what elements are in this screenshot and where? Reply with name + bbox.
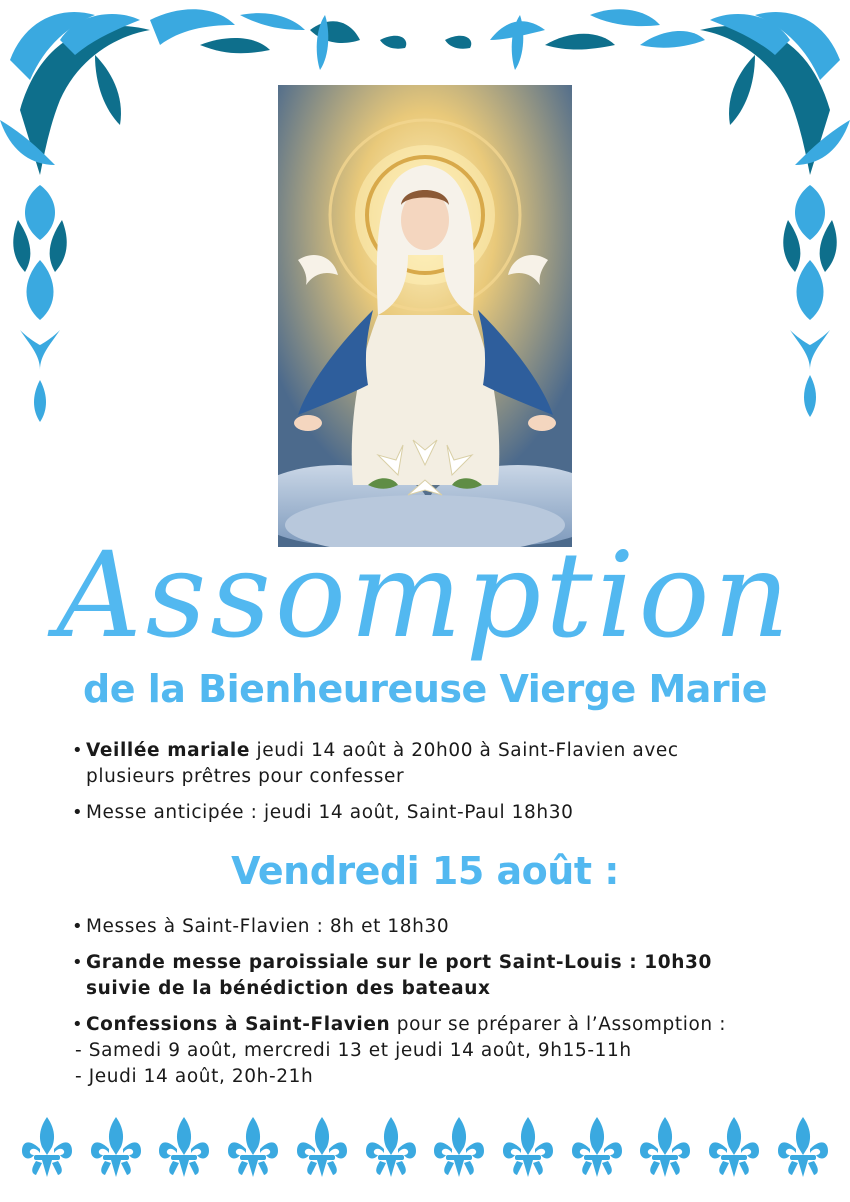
fleur-de-lis-icon xyxy=(364,1115,418,1179)
list-item xyxy=(72,914,792,940)
confession-date: - Jeudi 14 août, 20h-21h xyxy=(75,1066,314,1087)
subtitle: de la Bienheureuse Vierge Marie xyxy=(83,667,767,711)
section-heading-friday: Vendredi 15 août : xyxy=(231,849,619,893)
fleur-de-lis-icon xyxy=(570,1115,624,1179)
item-bold-label: Veillée mariale xyxy=(86,740,251,761)
fleur-de-lis-border xyxy=(20,1115,830,1185)
fleur-de-lis-icon xyxy=(776,1115,830,1179)
list-item xyxy=(72,738,792,790)
vigil-schedule-list xyxy=(72,738,792,836)
fleur-de-lis-icon xyxy=(707,1115,761,1179)
item-bold-label: Grande messe paroissiale sur le port Saint-Louis : 10h30 xyxy=(86,952,712,973)
fleur-de-lis-icon xyxy=(20,1115,74,1179)
bullet: • xyxy=(72,1014,84,1035)
list-item xyxy=(72,1012,792,1038)
item-text: Messes à Saint-Flavien : 8h et 18h30 xyxy=(86,916,450,937)
virgin-mary-image xyxy=(278,85,572,547)
item-text: Messe anticipée : jeudi 14 août, Saint-Paul 18h30 xyxy=(86,802,574,823)
item-continuation: suivie de la bénédiction des bateaux xyxy=(86,978,491,999)
fleur-de-lis-icon xyxy=(501,1115,555,1179)
fleur-de-lis-icon xyxy=(638,1115,692,1179)
friday-schedule-list xyxy=(72,914,792,1098)
list-item xyxy=(72,800,792,826)
bullet: • xyxy=(72,916,84,937)
fleur-de-lis-icon xyxy=(157,1115,211,1179)
item-continuation: plusieurs prêtres pour confesser xyxy=(86,766,405,787)
title-script: Assomption xyxy=(56,526,794,664)
fleur-de-lis-icon xyxy=(295,1115,349,1179)
fleur-de-lis-icon xyxy=(432,1115,486,1179)
bullet: • xyxy=(72,740,84,761)
fleur-de-lis-icon xyxy=(89,1115,143,1179)
list-item xyxy=(72,950,792,1002)
item-text: jeudi 14 août à 20h00 à Saint-Flavien avec xyxy=(250,740,679,761)
item-bold-label: Confessions à Saint-Flavien xyxy=(86,1014,391,1035)
item-text: pour se préparer à l’Assomption : xyxy=(390,1014,727,1035)
confession-date: - Samedi 9 août, mercredi 13 et jeudi 14 août, 9h15-11h xyxy=(75,1040,632,1061)
bullet: • xyxy=(72,802,84,823)
fleur-de-lis-icon xyxy=(226,1115,280,1179)
bullet: • xyxy=(72,952,84,973)
